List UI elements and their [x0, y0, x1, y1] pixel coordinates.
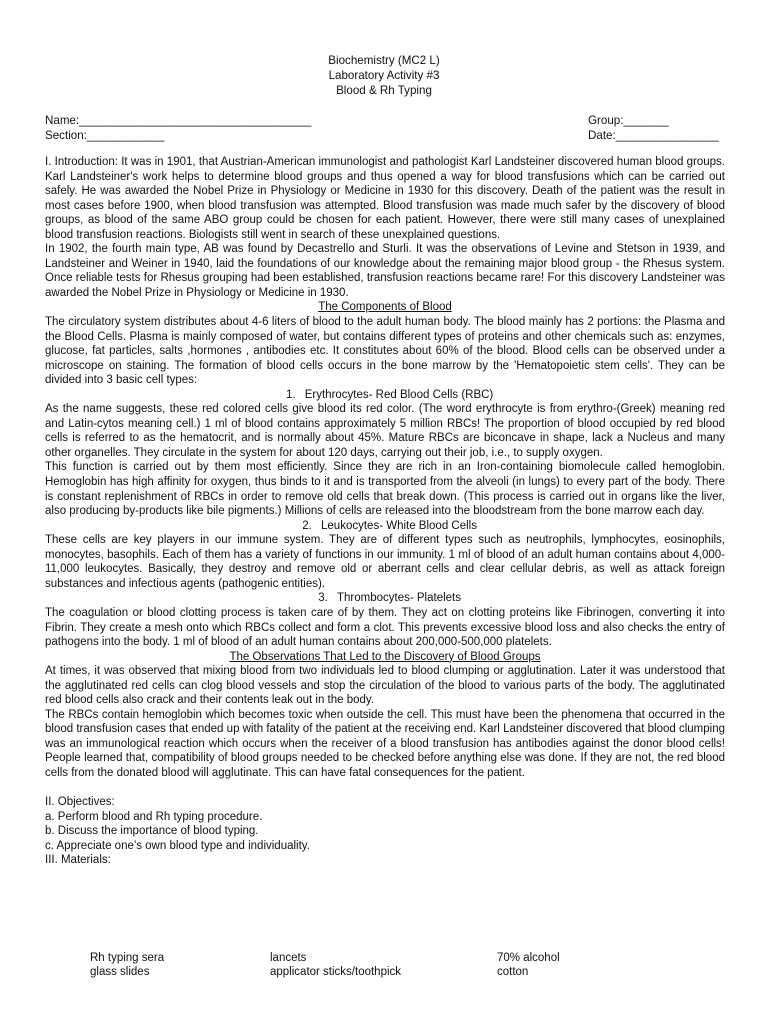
form-row-2	[45, 128, 723, 143]
erythrocytes-paragraph-1: As the name suggests, these red colored cells give blood its red color. (The word erythrocyte is from erythro-(Greek) meaning red and Latin-cytos meaning cell.) 1 ml of blood contains approximately 5 million RBCs! The proportion of blood occupied by red blood cells is referred to as the hematocrit, and is normally about 45%. Mature RBCs are biconcave in shape, lack a Nucleus and many other organelles. They circulate in the system for about 120 days, carrying out their job, i.e., to supply oxygen.	[45, 403, 725, 459]
material-item: lancets	[270, 952, 307, 964]
thrombocytes-title: Thrombocytes- Platelets	[337, 592, 461, 605]
erythrocytes-number: 1.	[285, 388, 296, 401]
document-header	[0, 53, 768, 98]
course-title: Biochemistry (MC2 L)	[328, 54, 440, 67]
observations-paragraph-2: The RBCs contain hemoglobin which becomes toxic when outside the cell. This must have been the phenomena that occurred in the blood transfusion cases that ended up with fatality of the patient at the receiving end. Karl Landsteiner discovered that blood clumping was an immunological reaction which occurs when the receiver of a blood transfusion has antibodies against the donor blood cells! People learned that, compatibility of blood groups needed to be checked before anything else was done. If they are not, the red blood cells from the donated blood will agglutinate. This can have fatal consequences for the patient.	[45, 708, 725, 779]
objective-c: c. Appreciate one’s own blood type and individuality.	[45, 839, 310, 852]
observations-heading: The Observations That Led to the Discovery of Blood Groups	[229, 650, 541, 663]
materials-heading: III. Materials:	[45, 854, 111, 867]
activity-number: Laboratory Activity #3	[328, 69, 440, 82]
leukocytes-title: Leukocytes- White Blood Cells	[321, 519, 477, 532]
material-item: glass slides	[90, 966, 150, 978]
thrombocytes-paragraph: The coagulation or blood clotting process is taken care of by them. They act on clotting proteins like Fibrinogen, converting it into Fibrin. They create a mesh onto which RBCs collect and form a clot. This prevents excessive blood loss and also checks the entry of pathogens into the body. 1 ml of blood of an adult human contains about 200,000-500,000 platelets.	[45, 606, 725, 649]
observations-paragraph-1: At times, it was observed that mixing blood from two individuals led to blood clumping or agglutination. Later it was understood that the agglutinated red cells can clog blood vessels and stop the circulation of the blood to various parts of the body. The agglutinated red blood cells also crack and their contents leak out in the body.	[45, 665, 725, 707]
erythrocytes-title: Erythrocytes- Red Blood Cells (RBC)	[304, 388, 494, 401]
thrombocytes-number: 3.	[318, 592, 328, 605]
intro-paragraph-1: I. Introduction: It was in 1901, that Austrian-American immunologist and pathologist Karl Landsteiner discovered human blood groups. Karl Landsteiner's work helps to determine blood groups and thus opened a way for blood transfusions which can be carried out safely. He was awarded the Nobel Prize in Physiology or Medicine in 1930 for this discovery. Death of the patient was the result in most cases before 1900, when blood transfusion was attempted. Blood transfusion was made much safer by the discovery of blood groups, as blood of the same ABO group could be chosen for each patient. However, there were still many cases of unexplained blood transfusion reactions. Biologists still went in search of these unexplained questions.	[45, 156, 725, 241]
components-paragraph: The circulatory system distributes about 4-6 liters of blood to the adult human body. The blood mainly has 2 portions: the Plasma and the Blood Cells. Plasma is mainly composed of water, but contains different types of proteins and other chemicals such as: enzymes, glucose, fat particles, salts ,hormones , antibodies etc. It constitutes about 60% of the blood. Blood cells can be observed under a microscope on staining. The formation of blood cells occurs in the bone marrow by the 'Hematopoietic stem cells'. They can be divided into 3 basic cell types:	[45, 316, 725, 387]
objective-a: a. Perform blood and Rh typing procedure.	[45, 810, 263, 823]
name-field: Name:____________________________________	[45, 114, 312, 127]
section-spacer	[45, 781, 725, 796]
material-item: Rh typing sera	[90, 952, 165, 964]
erythrocytes-paragraph-2: This function is carried out by them most efficiently. Since they are rich in an Iron-containing biomolecule called hemoglobin. Hemoglobin has high affinity for oxygen, thus binds to it and is transported from the alveoli (in lungs) to every part of the body. There is constant replenishment of RBCs in order to remove old cells that break down. (This process is carried out in organs like the liver, also producing by-products like bile pigments.) Millions of cells are released into the bloodstream from the bone marrow each day.	[45, 461, 725, 518]
objective-b: b. Discuss the importance of blood typing.	[45, 825, 259, 838]
document-body	[45, 155, 725, 868]
erythrocytes-heading	[45, 388, 725, 403]
material-item: cotton	[497, 966, 529, 978]
objectives-heading: II. Objectives:	[45, 796, 115, 809]
materials-row-2	[90, 965, 590, 979]
thrombocytes-heading	[45, 591, 725, 606]
materials-row-1	[90, 951, 590, 965]
form-row-1	[45, 113, 723, 128]
material-item: applicator sticks/toothpick	[270, 966, 402, 978]
date-field: Date:________________	[588, 129, 719, 142]
leukocytes-paragraph: These cells are key players in our immune system. They are of different types such as neutrophils, lymphocytes, eosinophils, monocytes, basophils. Each of them has a variety of functions in our immunity. 1 ml of blood of an adult human contains about 4,000-11,000 leukocytes. Basically, they destroy and remove old or aberrant cells and clear cellular debris, as well as attack foreign substances and infectious agents (pathogenic entities).	[45, 534, 725, 590]
group-field: Group:_______	[588, 114, 669, 127]
components-heading: The Components of Blood	[318, 301, 452, 314]
material-item: 70% alcohol	[497, 952, 560, 964]
activity-title: Blood & Rh Typing	[336, 84, 432, 97]
leukocytes-number: 2.	[302, 519, 312, 532]
section-field: Section:____________	[45, 129, 165, 142]
intro-paragraph-2: In 1902, the fourth main type, AB was found by Decastrello and Sturli. It was the observations of Levine and Stetson in 1939, and Landsteiner and Weiner in 1940, laid the foundations of our knowledge about the remaining major blood group - the Rhesus system. Once reliable tests for Rhesus grouping had been established, transfusion reactions became rare! For this discovery Landsteiner was awarded the Nobel Prize in Physiology or Medicine in 1930.	[45, 243, 725, 299]
leukocytes-heading	[45, 519, 725, 534]
